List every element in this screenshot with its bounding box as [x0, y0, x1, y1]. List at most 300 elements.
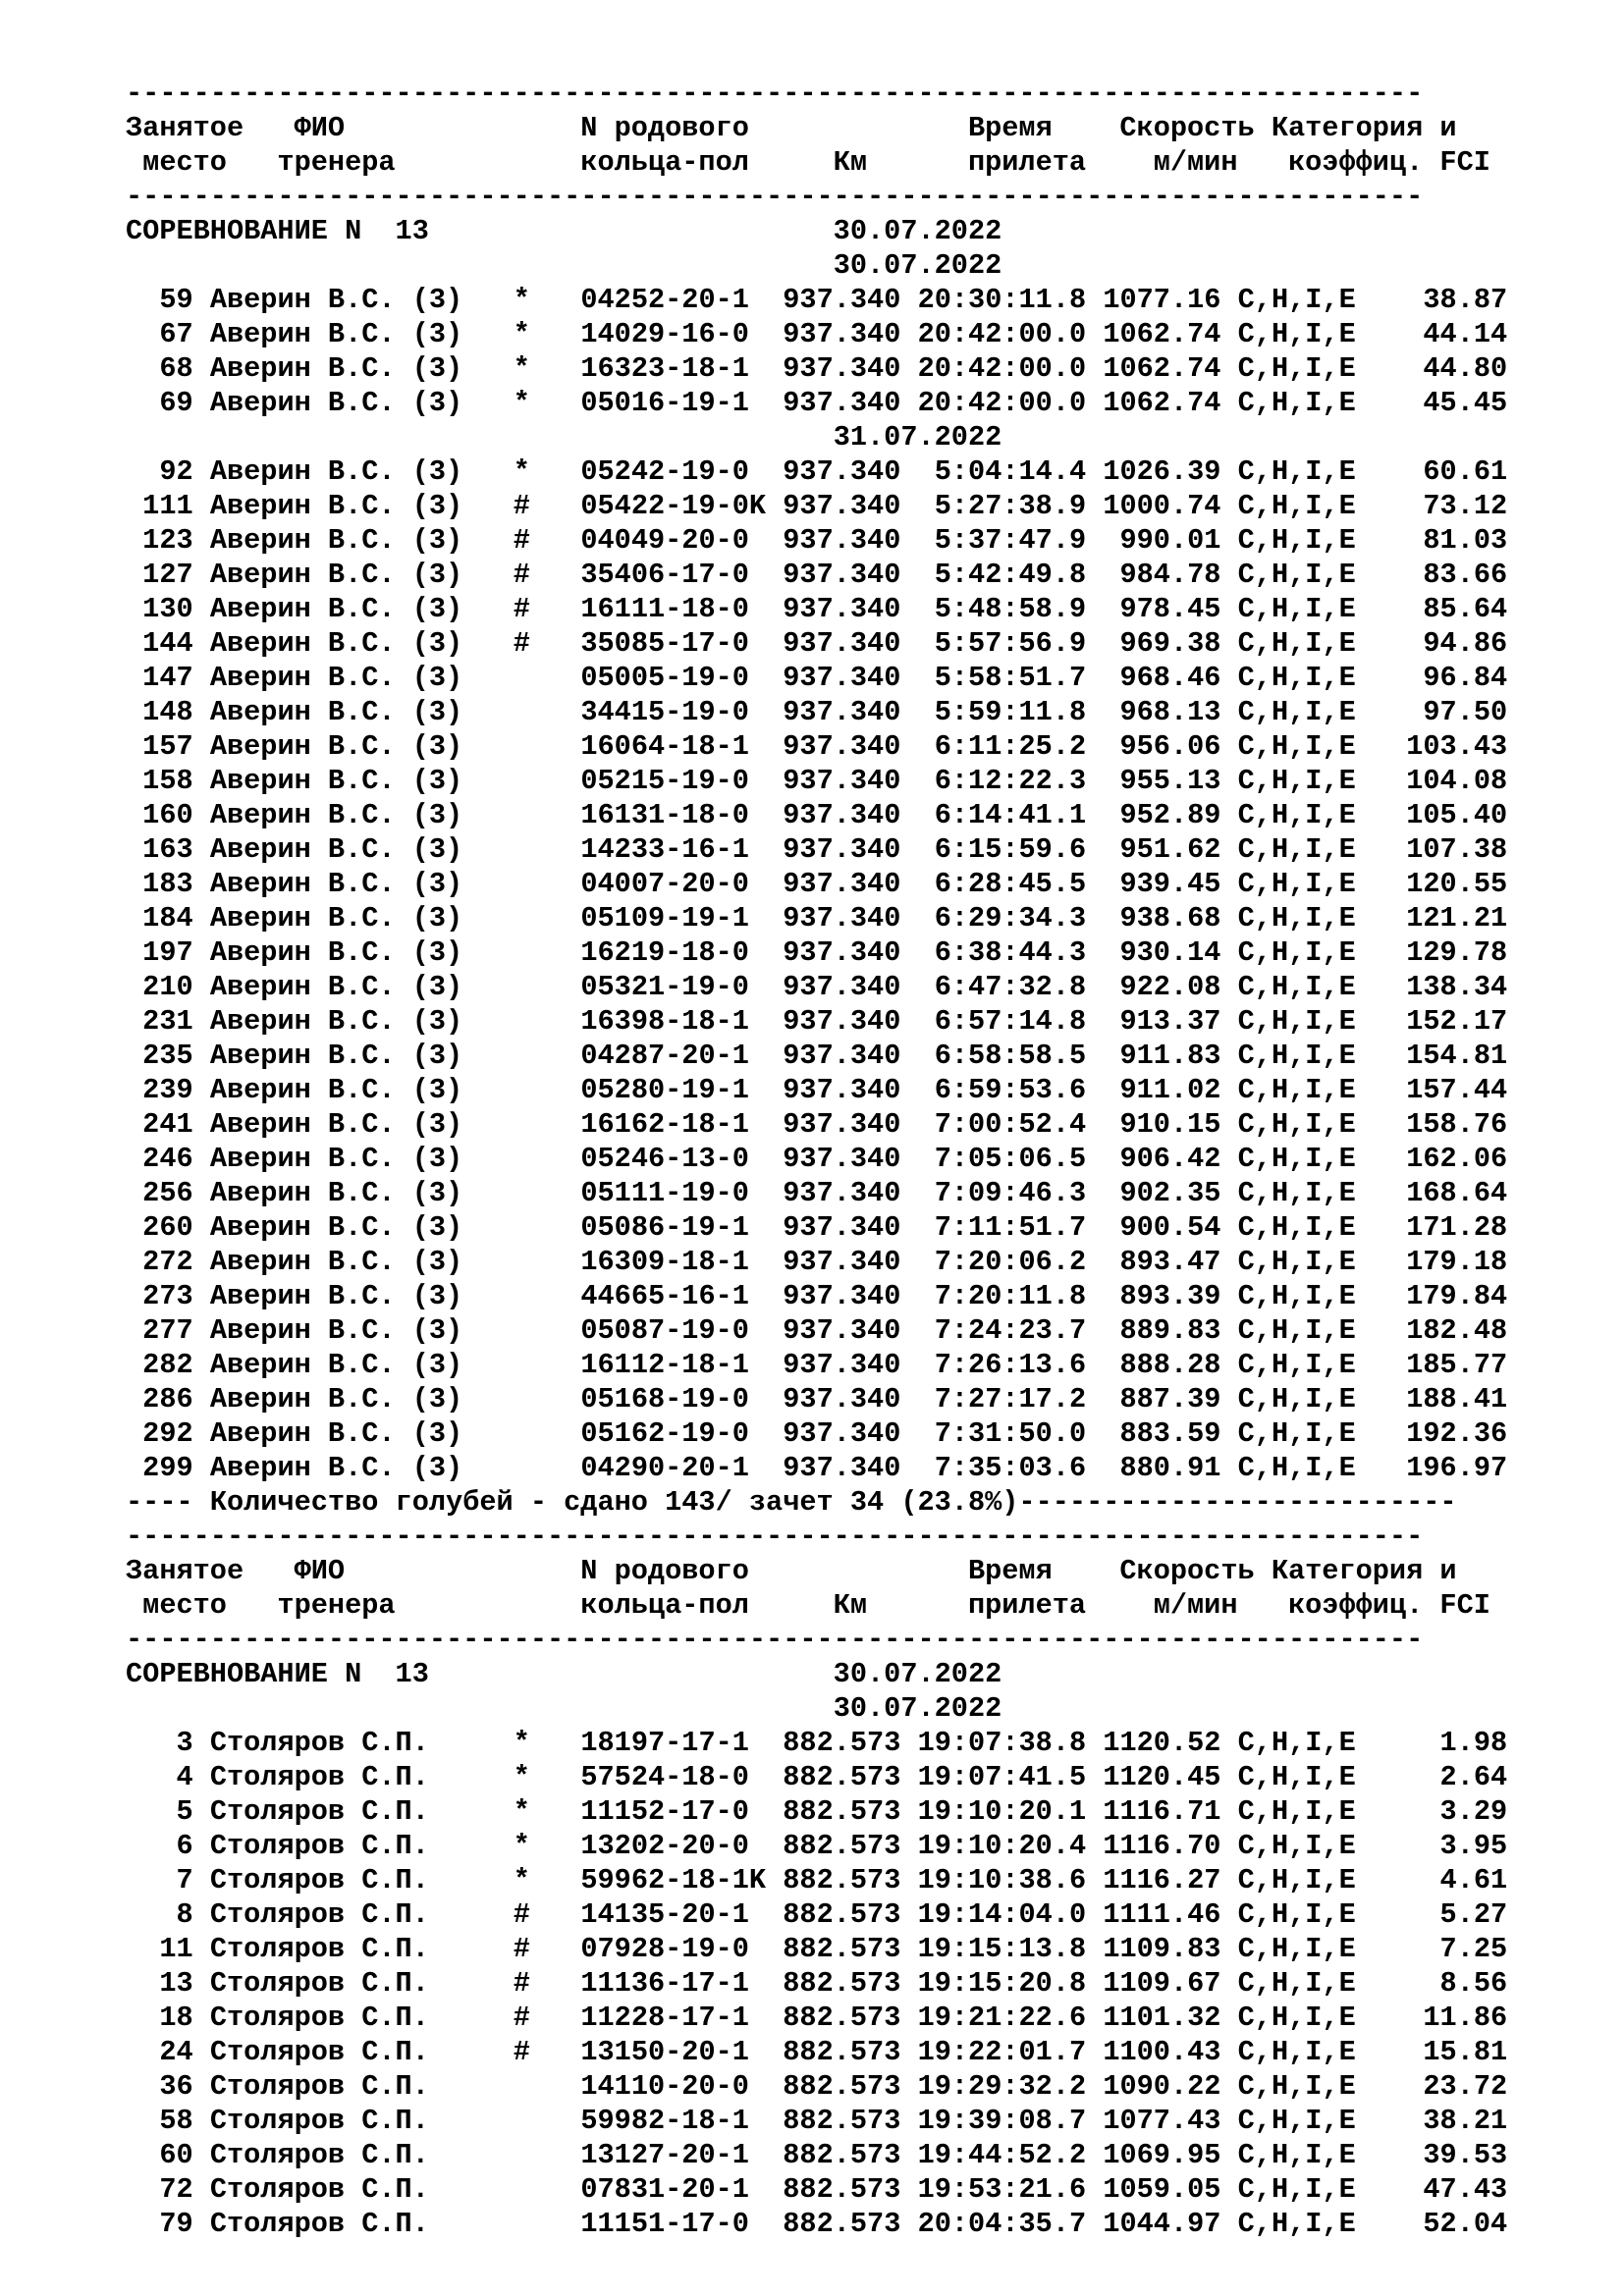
result-row	[126, 1726, 1507, 1760]
distance-cell: 882.573	[783, 2105, 901, 2137]
category-cell: C,H,I,E	[1237, 1383, 1356, 1415]
category-cell: C,H,I,E	[1237, 2139, 1356, 2171]
speed-cell: 1116.27	[1103, 1864, 1221, 1896]
result-row	[126, 1760, 1507, 1794]
category-cell: C,H,I,E	[1237, 1452, 1356, 1484]
category-cell: C,H,I,E	[1237, 1074, 1356, 1106]
fci-cell: 2.64	[1372, 1761, 1508, 1793]
ring-cell: 16398-18-1	[580, 1005, 767, 1038]
mark-cell	[514, 1348, 530, 1382]
place-cell: 7	[126, 1864, 193, 1896]
ring-cell: 05246-13-0	[580, 1143, 767, 1175]
result-row	[126, 1348, 1507, 1382]
distance-cell: 937.340	[783, 284, 901, 316]
trainer-name-cell: Аверин В.С. (3)	[209, 284, 463, 316]
category-cell: C,H,I,E	[1237, 765, 1356, 797]
ring-cell: 07831-20-1	[580, 2173, 767, 2206]
distance-cell: 882.573	[783, 2002, 901, 2034]
place-cell: 130	[126, 593, 193, 625]
trainer-name-cell: Столяров С.П.	[209, 1795, 463, 1828]
ring-cell: 16162-18-1	[580, 1108, 767, 1141]
date-line	[126, 420, 1507, 454]
place-cell: 8	[126, 1898, 193, 1931]
fci-cell: 7.25	[1372, 1933, 1508, 1965]
result-row	[126, 317, 1507, 351]
speed-cell: 1026.39	[1103, 455, 1221, 488]
distance-cell: 937.340	[783, 1143, 901, 1175]
trainer-name-cell: Аверин В.С. (3)	[209, 1177, 463, 1209]
mark-cell: #	[513, 490, 530, 522]
category-cell: C,H,I,E	[1237, 559, 1356, 591]
place-cell: 256	[126, 1177, 193, 1209]
speed-cell: 952.89	[1103, 799, 1221, 831]
result-row	[126, 970, 1507, 1004]
fci-cell: 152.17	[1372, 1005, 1508, 1038]
fci-cell: 44.14	[1372, 318, 1508, 350]
trainer-name-cell: Аверин В.С. (3)	[209, 696, 463, 728]
mark-cell: #	[513, 524, 530, 557]
result-row	[126, 386, 1507, 420]
distance-cell: 937.340	[783, 1417, 901, 1450]
fci-cell: 157.44	[1372, 1074, 1508, 1106]
arrival-time-cell: 20:30:11.8	[917, 284, 1087, 316]
distance-cell: 937.340	[783, 1452, 901, 1484]
trainer-name-cell: Аверин В.С. (3)	[209, 1452, 463, 1484]
ring-cell: 16219-18-0	[580, 936, 767, 969]
fci-cell: 179.84	[1372, 1280, 1508, 1312]
ring-cell: 07928-19-0	[580, 1933, 767, 1965]
result-row	[126, 592, 1507, 626]
mark-cell: *	[513, 1830, 530, 1862]
ring-cell: 05005-19-0	[580, 662, 767, 694]
ring-cell: 59962-18-1K	[580, 1864, 767, 1896]
fci-cell: 38.21	[1372, 2105, 1508, 2137]
speed-cell: 990.01	[1103, 524, 1221, 557]
ring-cell: 16112-18-1	[580, 1349, 767, 1381]
distance-cell: 937.340	[783, 1040, 901, 1072]
trainer-name-cell: Столяров С.П.	[209, 1933, 463, 1965]
place-cell: 210	[126, 971, 193, 1003]
arrival-time-cell: 6:12:22.3	[917, 765, 1087, 797]
ring-cell: 14233-16-1	[580, 833, 767, 866]
mark-cell	[514, 1382, 530, 1416]
trainer-name-cell: Аверин В.С. (3)	[209, 559, 463, 591]
distance-cell: 937.340	[783, 1349, 901, 1381]
category-cell: C,H,I,E	[1237, 1108, 1356, 1141]
arrival-time-cell: 6:28:45.5	[917, 868, 1087, 900]
distance-cell: 937.340	[783, 868, 901, 900]
fci-cell: 185.77	[1372, 1349, 1508, 1381]
arrival-time-cell: 6:15:59.6	[917, 833, 1087, 866]
trainer-name-cell: Аверин В.С. (3)	[209, 1108, 463, 1141]
result-row	[126, 1073, 1507, 1107]
arrival-time-cell: 5:42:49.8	[917, 559, 1087, 591]
mark-cell	[514, 1073, 530, 1107]
distance-cell: 882.573	[783, 2139, 901, 2171]
place-cell: 231	[126, 1005, 193, 1038]
date-value: 30.07.2022	[833, 1692, 1002, 1725]
speed-cell: 889.83	[1103, 1314, 1221, 1347]
arrival-time-cell: 19:29:32.2	[917, 2070, 1087, 2103]
place-cell: 11	[126, 1933, 193, 1965]
fci-cell: 171.28	[1372, 1211, 1508, 1244]
fci-cell: 47.43	[1372, 2173, 1508, 2206]
mark-cell	[514, 729, 530, 764]
fci-cell: 97.50	[1372, 696, 1508, 728]
distance-cell: 937.340	[783, 490, 901, 522]
trainer-name-cell: Аверин В.С. (3)	[209, 1005, 463, 1038]
category-cell: C,H,I,E	[1237, 2105, 1356, 2137]
date-line	[126, 248, 1507, 283]
ring-cell: 05321-19-0	[580, 971, 767, 1003]
fci-cell: 179.18	[1372, 1246, 1508, 1278]
result-row	[126, 2069, 1507, 2104]
arrival-time-cell: 5:37:47.9	[917, 524, 1087, 557]
trainer-name-cell: Аверин В.С. (3)	[209, 387, 463, 419]
trainer-name-cell: Столяров С.П.	[209, 1898, 463, 1931]
mark-cell: #	[513, 1967, 530, 2000]
speed-cell: 888.28	[1103, 1349, 1221, 1381]
category-cell: C,H,I,E	[1237, 730, 1356, 763]
trainer-name-cell: Аверин В.С. (3)	[209, 868, 463, 900]
ring-cell: 35085-17-0	[580, 627, 767, 660]
place-cell: 111	[126, 490, 193, 522]
category-cell: C,H,I,E	[1237, 1211, 1356, 1244]
fci-cell: 192.36	[1372, 1417, 1508, 1450]
place-cell: 3	[126, 1727, 193, 1759]
ring-cell: 05016-19-1	[580, 387, 767, 419]
distance-cell: 937.340	[783, 318, 901, 350]
ring-cell: 05215-19-0	[580, 765, 767, 797]
distance-cell: 937.340	[783, 1314, 901, 1347]
fci-cell: 158.76	[1372, 1108, 1508, 1141]
result-row	[126, 1245, 1507, 1279]
ring-cell: 16323-18-1	[580, 352, 767, 385]
ring-cell: 44665-16-1	[580, 1280, 767, 1312]
place-cell: 272	[126, 1246, 193, 1278]
ring-cell: 04007-20-0	[580, 868, 767, 900]
category-cell: C,H,I,E	[1237, 1898, 1356, 1931]
distance-cell: 937.340	[783, 696, 901, 728]
speed-cell: 978.45	[1103, 593, 1221, 625]
distance-cell: 937.340	[783, 387, 901, 419]
speed-cell: 1077.43	[1103, 2105, 1221, 2137]
result-row	[126, 1142, 1507, 1176]
speed-cell: 883.59	[1103, 1417, 1221, 1450]
distance-cell: 937.340	[783, 1211, 901, 1244]
distance-cell: 882.573	[783, 1864, 901, 1896]
speed-cell: 902.35	[1103, 1177, 1221, 1209]
result-row	[126, 729, 1507, 764]
ring-cell: 16064-18-1	[580, 730, 767, 763]
fci-cell: 3.29	[1372, 1795, 1508, 1828]
arrival-time-cell: 20:42:00.0	[917, 318, 1087, 350]
fci-cell: 23.72	[1372, 2070, 1508, 2103]
place-cell: 67	[126, 318, 193, 350]
mark-cell	[514, 1107, 530, 1142]
fci-cell: 96.84	[1372, 662, 1508, 694]
ring-cell: 16131-18-0	[580, 799, 767, 831]
trainer-name-cell: Столяров С.П.	[209, 1727, 463, 1759]
distance-cell: 937.340	[783, 352, 901, 385]
fci-cell: 8.56	[1372, 1967, 1508, 2000]
place-cell: 79	[126, 2208, 193, 2240]
distance-cell: 882.573	[783, 1967, 901, 2000]
mark-cell	[514, 832, 530, 867]
ring-cell: 14135-20-1	[580, 1898, 767, 1931]
category-cell: C,H,I,E	[1237, 1967, 1356, 2000]
fci-cell: 15.81	[1372, 2036, 1508, 2068]
arrival-time-cell: 7:11:51.7	[917, 1211, 1087, 1244]
speed-cell: 911.83	[1103, 1040, 1221, 1072]
result-row	[126, 1004, 1507, 1039]
result-row	[126, 1382, 1507, 1416]
arrival-time-cell: 19:21:22.6	[917, 2002, 1087, 2034]
mark-cell	[514, 764, 530, 798]
speed-cell: 930.14	[1103, 936, 1221, 969]
result-row	[126, 2035, 1507, 2069]
place-cell: 127	[126, 559, 193, 591]
category-cell: C,H,I,E	[1237, 593, 1356, 625]
ring-cell: 05242-19-0	[580, 455, 767, 488]
trainer-name-cell: Столяров С.П.	[209, 1864, 463, 1896]
category-cell: C,H,I,E	[1237, 2173, 1356, 2206]
place-cell: 24	[126, 2036, 193, 2068]
result-row	[126, 832, 1507, 867]
speed-cell: 1100.43	[1103, 2036, 1221, 2068]
category-cell: C,H,I,E	[1237, 1830, 1356, 1862]
ring-cell: 05422-19-0K	[580, 490, 767, 522]
ring-cell: 11136-17-1	[580, 1967, 767, 2000]
result-row	[126, 283, 1507, 317]
fci-cell: 104.08	[1372, 765, 1508, 797]
place-cell: 160	[126, 799, 193, 831]
speed-cell: 955.13	[1103, 765, 1221, 797]
trainer-name-cell: Аверин В.С. (3)	[209, 1074, 463, 1106]
arrival-time-cell: 7:20:11.8	[917, 1280, 1087, 1312]
category-cell: C,H,I,E	[1237, 2036, 1356, 2068]
fci-cell: 3.95	[1372, 1830, 1508, 1862]
mark-cell: *	[513, 1795, 530, 1828]
ring-cell: 13202-20-0	[580, 1830, 767, 1862]
fci-cell: 83.66	[1372, 559, 1508, 591]
place-cell: 184	[126, 902, 193, 934]
mark-cell: #	[513, 593, 530, 625]
result-row	[126, 1863, 1507, 1897]
mark-cell	[514, 1279, 530, 1313]
fci-cell: 138.34	[1372, 971, 1508, 1003]
category-cell: C,H,I,E	[1237, 902, 1356, 934]
trainer-name-cell: Аверин В.С. (3)	[209, 902, 463, 934]
arrival-time-cell: 7:24:23.7	[917, 1314, 1087, 1347]
distance-cell: 937.340	[783, 730, 901, 763]
speed-cell: 1044.97	[1103, 2208, 1221, 2240]
trainer-name-cell: Аверин В.С. (3)	[209, 524, 463, 557]
ring-cell: 14110-20-0	[580, 2070, 767, 2103]
category-cell: C,H,I,E	[1237, 1143, 1356, 1175]
place-cell: 5	[126, 1795, 193, 1828]
trainer-name-cell: Аверин В.С. (3)	[209, 1246, 463, 1278]
distance-cell: 882.573	[783, 2208, 901, 2240]
distance-cell: 937.340	[783, 799, 901, 831]
distance-cell: 937.340	[783, 455, 901, 488]
speed-cell: 968.46	[1103, 662, 1221, 694]
place-cell: 273	[126, 1280, 193, 1312]
speed-cell: 922.08	[1103, 971, 1221, 1003]
ring-cell: 35406-17-0	[580, 559, 767, 591]
arrival-time-cell: 19:44:52.2	[917, 2139, 1087, 2171]
fci-cell: 103.43	[1372, 730, 1508, 763]
speed-cell: 1116.71	[1103, 1795, 1221, 1828]
mark-cell	[514, 2172, 530, 2207]
separator: -----------------------------------------------------------------------------	[126, 1521, 1424, 1553]
category-cell: C,H,I,E	[1237, 1795, 1356, 1828]
result-row	[126, 1829, 1507, 1863]
result-row	[126, 901, 1507, 935]
result-row	[126, 454, 1507, 489]
place-cell: 18	[126, 2002, 193, 2034]
arrival-time-cell: 7:27:17.2	[917, 1383, 1087, 1415]
mark-cell	[514, 970, 530, 1004]
speed-cell: 1062.74	[1103, 387, 1221, 419]
trainer-name-cell: Аверин В.С. (3)	[209, 490, 463, 522]
speed-cell: 1120.45	[1103, 1761, 1221, 1793]
mark-cell	[514, 2069, 530, 2104]
ring-cell: 13150-20-1	[580, 2036, 767, 2068]
speed-cell: 911.02	[1103, 1074, 1221, 1106]
result-row	[126, 1279, 1507, 1313]
result-row	[126, 626, 1507, 661]
arrival-time-cell: 19:10:20.1	[917, 1795, 1087, 1828]
competition-title: СОРЕВНОВАНИЕ N 13 30.07.2022	[126, 215, 1002, 247]
speed-cell: 1116.70	[1103, 1830, 1221, 1862]
arrival-time-cell: 7:00:52.4	[917, 1108, 1087, 1141]
ring-cell: 34415-19-0	[580, 696, 767, 728]
result-row	[126, 1313, 1507, 1348]
place-cell: 292	[126, 1417, 193, 1450]
arrival-time-cell: 19:07:41.5	[917, 1761, 1087, 1793]
speed-cell: 968.13	[1103, 696, 1221, 728]
arrival-time-cell: 20:04:35.7	[917, 2208, 1087, 2240]
ring-cell: 04049-20-0	[580, 524, 767, 557]
category-cell: C,H,I,E	[1237, 696, 1356, 728]
trainer-name-cell: Столяров С.П.	[209, 2070, 463, 2103]
place-cell: 69	[126, 387, 193, 419]
speed-cell: 956.06	[1103, 730, 1221, 763]
fci-cell: 162.06	[1372, 1143, 1508, 1175]
distance-cell: 937.340	[783, 902, 901, 934]
trainer-name-cell: Аверин В.С. (3)	[209, 936, 463, 969]
result-row	[126, 558, 1507, 592]
mark-cell: #	[513, 1898, 530, 1931]
speed-cell: 910.15	[1103, 1108, 1221, 1141]
result-row	[126, 489, 1507, 523]
category-cell: C,H,I,E	[1237, 2208, 1356, 2240]
category-cell: C,H,I,E	[1237, 2070, 1356, 2103]
category-cell: C,H,I,E	[1237, 524, 1356, 557]
arrival-time-cell: 6:59:53.6	[917, 1074, 1087, 1106]
ring-cell: 13127-20-1	[580, 2139, 767, 2171]
column-header-line2: место тренера кольца-пол Км прилета м/мин коэффиц. FCI	[126, 1589, 1490, 1622]
fci-cell: 11.86	[1372, 2002, 1508, 2034]
result-row	[126, 1451, 1507, 1485]
arrival-time-cell: 5:59:11.8	[917, 696, 1087, 728]
competition-title: СОРЕВНОВАНИЕ N 13 30.07.2022	[126, 1658, 1002, 1690]
mark-cell	[514, 2138, 530, 2172]
arrival-time-cell: 7:31:50.0	[917, 1417, 1087, 1450]
mark-cell	[514, 661, 530, 695]
fci-cell: 168.64	[1372, 1177, 1508, 1209]
mark-cell	[514, 695, 530, 729]
trainer-name-cell: Аверин В.С. (3)	[209, 662, 463, 694]
arrival-time-cell: 5:27:38.9	[917, 490, 1087, 522]
result-row	[126, 1416, 1507, 1451]
trainer-name-cell: Аверин В.С. (3)	[209, 1417, 463, 1450]
arrival-time-cell: 5:04:14.4	[917, 455, 1087, 488]
distance-cell: 882.573	[783, 1727, 901, 1759]
speed-cell: 900.54	[1103, 1211, 1221, 1244]
ring-cell: 11151-17-0	[580, 2208, 767, 2240]
category-cell: C,H,I,E	[1237, 662, 1356, 694]
result-row	[126, 2172, 1507, 2207]
mark-cell	[514, 867, 530, 901]
fci-cell: 107.38	[1372, 833, 1508, 866]
mark-cell: #	[513, 559, 530, 591]
category-cell: C,H,I,E	[1237, 1761, 1356, 1793]
column-header-line2: место тренера кольца-пол Км прилета м/мин коэффиц. FCI	[126, 146, 1490, 179]
trainer-name-cell: Столяров С.П.	[209, 2105, 463, 2137]
distance-cell: 882.573	[783, 1795, 901, 1828]
ring-cell: 04290-20-1	[580, 1452, 767, 1484]
place-cell: 246	[126, 1143, 193, 1175]
trainer-name-cell: Столяров С.П.	[209, 2036, 463, 2068]
arrival-time-cell: 5:58:51.7	[917, 662, 1087, 694]
fci-cell: 44.80	[1372, 352, 1508, 385]
arrival-time-cell: 7:26:13.6	[917, 1349, 1087, 1381]
speed-cell: 1111.46	[1103, 1898, 1221, 1931]
place-cell: 148	[126, 696, 193, 728]
mark-cell: *	[513, 1761, 530, 1793]
trainer-name-cell: Аверин В.С. (3)	[209, 730, 463, 763]
column-header-line1: Занятое ФИО N родового Время Скорость Категория и	[126, 112, 1457, 144]
place-cell: 4	[126, 1761, 193, 1793]
fci-cell: 121.21	[1372, 902, 1508, 934]
speed-cell: 1069.95	[1103, 2139, 1221, 2171]
place-cell: 72	[126, 2173, 193, 2206]
result-row	[126, 2138, 1507, 2172]
place-cell: 163	[126, 833, 193, 866]
fci-cell: 4.61	[1372, 1864, 1508, 1896]
place-cell: 235	[126, 1040, 193, 1072]
distance-cell: 882.573	[783, 2070, 901, 2103]
distance-cell: 937.340	[783, 1177, 901, 1209]
category-cell: C,H,I,E	[1237, 1314, 1356, 1347]
ring-cell: 05162-19-0	[580, 1417, 767, 1450]
place-cell: 158	[126, 765, 193, 797]
fci-cell: 154.81	[1372, 1040, 1508, 1072]
category-cell: C,H,I,E	[1237, 833, 1356, 866]
distance-cell: 937.340	[783, 1280, 901, 1312]
category-cell: C,H,I,E	[1237, 868, 1356, 900]
mark-cell	[514, 1313, 530, 1348]
distance-cell: 882.573	[783, 1898, 901, 1931]
place-cell: 60	[126, 2139, 193, 2171]
category-cell: C,H,I,E	[1237, 799, 1356, 831]
separator: -----------------------------------------------------------------------------	[126, 78, 1424, 110]
place-cell: 197	[126, 936, 193, 969]
arrival-time-cell: 6:38:44.3	[917, 936, 1087, 969]
distance-cell: 937.340	[783, 765, 901, 797]
